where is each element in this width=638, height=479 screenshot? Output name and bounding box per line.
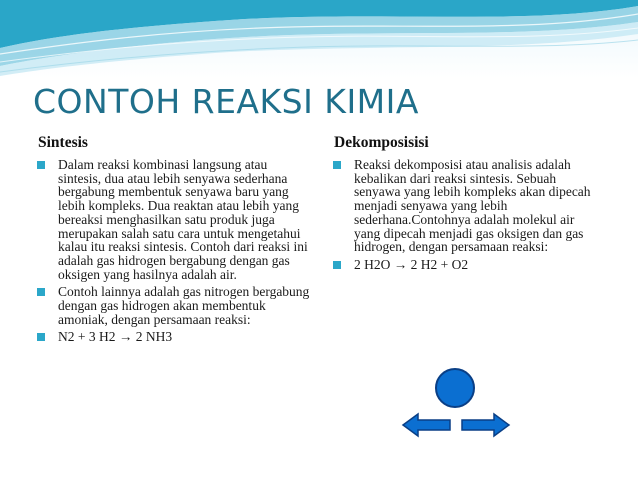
sintesis-bullet-example: Contoh lainnya adalah gas nitrogen bergabung dengan gas hidrogen akan membentuk amoniak, dengan persamaan reaksi: xyxy=(36,285,310,326)
slide-title: CONTOH REAKSI KIMIA xyxy=(33,82,419,121)
molecule-circle-icon xyxy=(436,369,474,407)
dekomposisi-bullet-definition: Reaksi dekomposisi atau analisis adalah kebalikan dari reaksi sintesis. Sebuah senyawa yang lebih kompleks akan dipecah menjadi senyawa yang lebih sederhana.Contohnya adalah molekul air yang dipecah menjadi gas oksigen dan gas hidrogen, dengan persamaan reaksi: xyxy=(332,158,604,254)
sintesis-bullet-equation: N2 + 3 H2 → 2 NH3 xyxy=(36,330,310,344)
heading-dekomposisi: Dekomposisisi xyxy=(334,134,429,151)
arrow-right-icon xyxy=(462,414,509,436)
heading-sintesis: Sintesis xyxy=(38,134,88,151)
sintesis-bullet-definition: Dalam reaksi kombinasi langsung atau sintesis, dua atau lebih senyawa sederhana bergabung membentuk senyawa baru yang lebih kompleks. Dua reaktan atau lebih yang bereaksi menghasilkan satu produk juga merupakan salah satu cara untuk mengetahui kalau itu reaksi sintesis. Contoh dari reaksi ini adalah gas hidrogen bergabung dengan gas oksigen yang hasilnya adalah air. xyxy=(36,158,310,281)
decorative-wave-band xyxy=(0,0,638,78)
decomposition-diagram xyxy=(400,368,512,438)
sintesis-column xyxy=(36,158,310,348)
dekomposisi-bullet-equation: 2 H2O → 2 H2 + O2 xyxy=(332,258,604,272)
arrow-left-icon xyxy=(403,414,450,436)
dekomposisi-column xyxy=(332,158,604,276)
